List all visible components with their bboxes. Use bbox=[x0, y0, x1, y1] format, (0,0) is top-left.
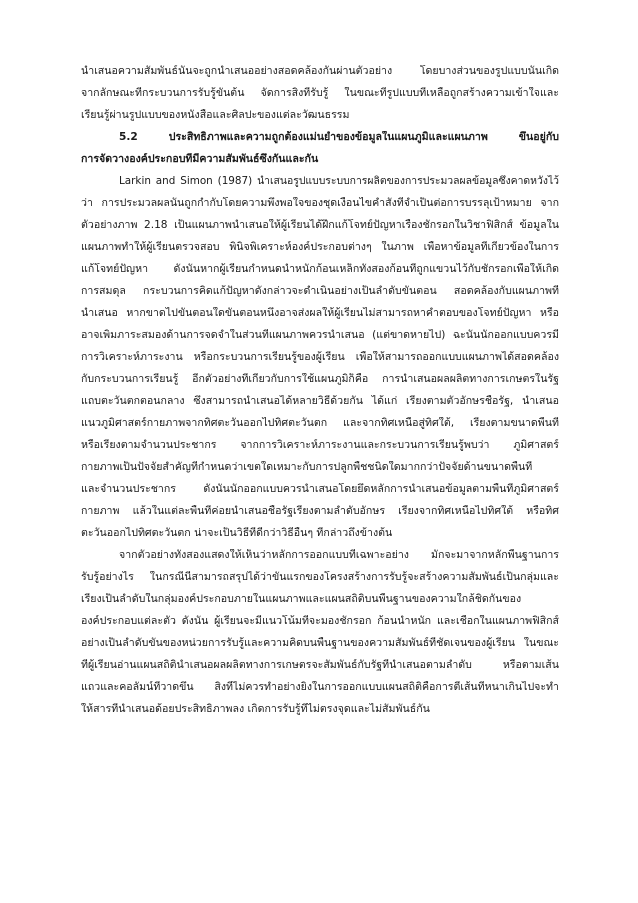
body-text-line: แผนภาพทำให้ผู้เรียนตรวจสอบ พินิจพิเคราะห์องค์ประกอบต่างๆ ในภาพ เพื่อหาข้อมูลที่เกี่ยวข้องในการ bbox=[81, 241, 559, 253]
body-text-line: ตัวอย่างภาพ 2.18 เป็นแผนภาพนำเสนอให้ผู้เรียนได้ฝึกแก้โจทย์ปัญหาเรื่องชักรอกในวิชาฟิสิกส์ ข้อมูลใน bbox=[81, 219, 559, 231]
body-text-line: แถวและคอลัมน์ที่วาดขึ้น สิ่งที่ไม่ควรทำอย่างยิ่งในการออกแบบแผนสถิติคือการตีเส้นที่หนาเกินไปจะทำ bbox=[81, 681, 559, 693]
body-text-line: การสมดุล กระบวนการคิดแก้ปัญหาดังกล่าวจะดำเนินอย่างเป็นลำดับขั้นตอน สอดคล้องกับแผนภาพที่ bbox=[81, 285, 559, 297]
body-text-line: นำเสนอความสัมพันธ์นั้นจะถูกนำเสนออย่างสอดคล้องกันผ่านตัวอย่าง โดยบางส่วนของรูปแบบนั้นเกิด bbox=[81, 65, 559, 77]
body-text-line: เรียนรู้ผ่านรูปแบบของหนังสือและศิลปะของแต่ละวัฒนธรรม bbox=[81, 109, 350, 121]
body-text-line: อาจเพิ่มภาระสมองด้านการจดจำในส่วนที่แผนภาพควรนำเสนอ (แต่ขาดหายไป) ฉะนั้นนักออกแบบควรมี bbox=[81, 329, 559, 341]
body-text-line: ที่ผู้เรียนอ่านแผนสถิตินำเสนอผลผลิตทางการเกษตรจะสัมพันธ์กับรัฐที่นำเสนอตามลำดับ หรือตามเส้น bbox=[81, 659, 559, 671]
body-text-line: Larkin and Simon (1987) นำเสนอรูปแบบระบบการผลิตของการประมวลผลข้อมูลซึ่งคาดหวังไว้ bbox=[119, 175, 559, 187]
body-text-line: จากตัวอย่างทั้งสองแสดงให้เห็นว่าหลักการออกแบบที่เฉพาะอย่าง มักจะมาจากหลักพื้นฐานการ bbox=[119, 549, 559, 561]
body-text-line: กับกระบวนการเรียนรู้ อีกตัวอย่างที่เกี่ยวกับการใช้แผนภูมิก็คือ การนำเสนอผลผลิตทางการเกษตรในรัฐ bbox=[81, 373, 559, 385]
body-text-line: และจำนวนประชากร ดังนั้นนักออกแบบควรนำเสนอโดยยึดหลักการนำเสนอข้อมูลตามพื้นที่ภูมิศาสตร์ bbox=[81, 483, 559, 495]
body-text-line: องค์ประกอบแต่ละตัว ดังนั้น ผู้เรียนจะมีแนวโน้มที่จะมองชักรอก ก้อนน้ำหนัก และเชือกในแผนภาพฟิสิกส์ bbox=[81, 615, 559, 627]
body-text-line: แถบตะวันตกตอนกลาง ซึ่งสามารถนำเสนอได้หลายวิธีด้วยกัน ได้แก่ เรียงตามตัวอักษรชื่อรัฐ, นำเสนอ bbox=[81, 395, 559, 407]
body-text-line: นำเสนอ หากขาดไปขั้นตอนใดขั้นตอนหนึ่งอาจส่งผลให้ผู้เรียนไม่สามารถหาคำตอบของโจทย์ปัญหา หรือ bbox=[81, 307, 559, 319]
body-text-line: รับรู้อย่างไร ในกรณีนี้สามารถสรุปได้ว่าขั้นแรกของโครงสร้างการรับรู้จะสร้างความสัมพันธ์เป็นกลุ่มและ bbox=[81, 571, 559, 583]
body-text-line: เรียงเป็นลำดับในกลุ่มองค์ประกอบภายในแผนภาพและแผนสถิติบนพื้นฐานของความใกล้ชิดกันของ bbox=[81, 593, 522, 605]
body-text-line: กายภาพเป็นปัจจัยสำคัญที่กำหนดว่าเขตใดเหมาะกับการปลูกพืชชนิดใดมากกว่าปัจจัยด้านขนาดพื้นที่ bbox=[81, 461, 533, 473]
body-text-line: กายภาพ แล้วในแต่ละพื้นที่ค่อยนำเสนอชื่อรัฐเรียงตามลำดับอักษร เรียงจากทิศเหนือไปทิศใต้ หรือทิศ bbox=[81, 505, 559, 517]
body-text-line: ตะวันออกไปทิศตะวันตก น่าจะเป็นวิธีที่ดีกว่าวิธีอื่นๆ ที่กล่าวถึงข้างต้น bbox=[81, 527, 393, 539]
body-text-line: ว่า การประมวลผลนั้นถูกกำกับโดยความพึงพอใจของชุดเงื่อนไขคำสั่งที่จำเป็นต่อการบรรลุเป้าหมาย จาก bbox=[81, 197, 559, 209]
section-heading-line: 5.2 ประสิทธิภาพและความถูกต้องแม่นยำของข้อมูลในแผนภูมิและแผนภาพ ขึ้นอยู่กับ bbox=[119, 131, 559, 143]
body-text-line: จากลักษณะที่กระบวนการรับรู้ขั้นต้น จัดการสิ่งที่รับรู้ ในขณะที่รูปแบบที่เหลือถูกสร้างความเข้าใจและ bbox=[81, 87, 559, 99]
body-text-line: แก้โจทย์ปัญหา ดังนั้นหากผู้เรียนกำหนดน้ำหนักก้อนเหล็กทั้งสองก้อนที่ถูกแขวนไว้กับชักรอกเพื่อให้เกิด bbox=[81, 263, 559, 275]
section-heading-line: การจัดวางองค์ประกอบที่มีความสัมพันธ์ซึ่งกันและกัน bbox=[81, 153, 319, 165]
body-text-line: ให้สารที่นำเสนอด้อยประสิทธิภาพลง เกิดการรับรู้ที่ไม่ตรงจุดและไม่สัมพันธ์กัน bbox=[81, 703, 430, 715]
body-text-line: การวิเคราะห์ภาระงาน หรือกระบวนการเรียนรู้ของผู้เรียน เพื่อให้สามารถออกแบบแผนภาพได้สอดคล้อง bbox=[81, 351, 559, 363]
body-text-line: หรือเรียงตามจำนวนประชากร จากการวิเคราะห์ภาระงานและกระบวนการเรียนรู้พบว่า ภูมิศาสตร์ bbox=[81, 439, 559, 451]
body-text-line: อย่างเป็นลำดับขั้นของหน่วยการรับรู้และความคิดบนพื้นฐานของความสัมพันธ์ที่ชัดเจนของผู้เรียน ในขณะ bbox=[81, 637, 559, 649]
body-text-line: แนวภูมิศาสตร์กายภาพจากทิศตะวันออกไปทิศตะวันตก และจากทิศเหนือสู่ทิศใต้, เรียงตามขนาดพื้นที่ bbox=[81, 417, 559, 429]
